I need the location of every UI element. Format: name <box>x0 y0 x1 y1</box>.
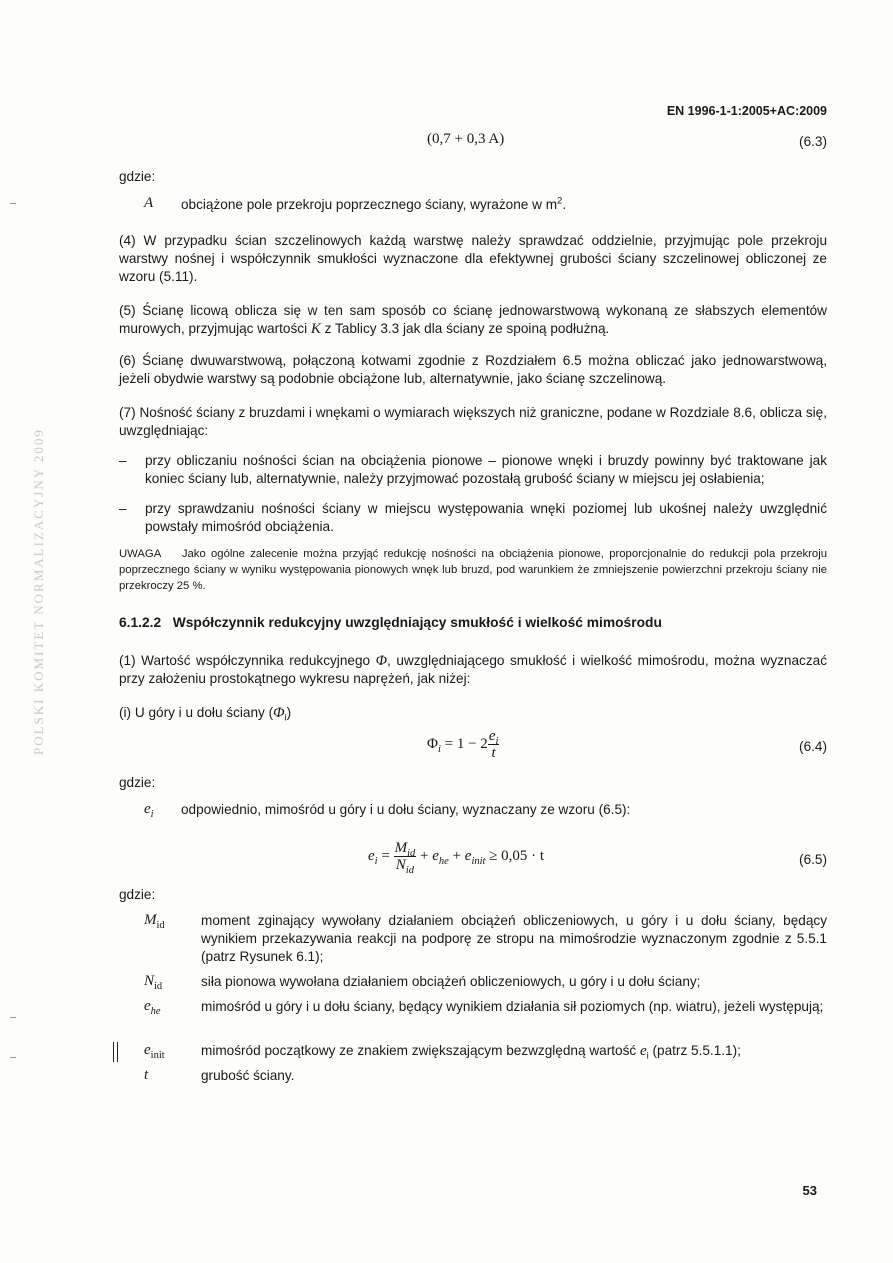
subscript: id <box>156 920 165 931</box>
note-uwaga: UWAGA Jako ogólne zalecenie można przyjąć redukcję nośności na obciążenia pionowe, proporcjonalnie do redukcji pola przekroju poprzecznego ściany w wyniku występowania pionowych wnęk lub bruzd, pod warunkiem że zmniejszenie powierzchni przekroju ściany nie przekroczy 25 %. <box>119 548 831 592</box>
subscript: i <box>495 736 499 747</box>
symbol: e <box>432 847 439 864</box>
subscript: init <box>150 1050 165 1061</box>
equation-expression: (0,7 + 0,3 A) <box>427 131 505 147</box>
bullet-item: przy obliczaniu nośności ścian na obciążenia pionowe – pionowe wnęki i bruzdy powinny być traktowane jak koniec ściany lub, alternatywnie, należy przyjmować pozostałą grubość ściany w miejscu jej osłabienia; <box>145 453 827 486</box>
symbol-einit <box>144 1041 165 1059</box>
paragraph-4: (4) W przypadku ścian szczelinowych każdą warstwę należy sprawdzać oddzielnie, przyjmując pole przekroju warstwy nośnej i współczynnik smukłości wyznaczone dla efektywnej grubości ściany szczelinowej obliczonej ze wzoru (5.11). <box>119 233 827 284</box>
text: (i) U góry i u dołu ściany ( <box>119 705 274 720</box>
num-symbol: e <box>488 728 496 744</box>
definition-text: obciążone pole przekroju poprzecznego ściany, wyrażone w m <box>181 197 558 212</box>
bullet-dash: – <box>119 453 127 468</box>
symbol: e <box>144 1042 151 1058</box>
paragraph-6: (6) Ścianę dwuwarstwową, połączoną kotwami zgodnie z Rozdziałem 6.5 można obliczać jako jednowarstwową, jeżeli obydwie warstwy są podobnie obciążone lub, alternatywnie, jako ścianę szczelinową. <box>119 353 827 386</box>
den-symbol: N <box>395 857 406 873</box>
subscript: i <box>284 712 287 724</box>
definition-nid: siła pionowa wywołana działaniem obciążeń obliczeniowych, u góry i u dołu ściany; <box>201 974 701 989</box>
definition-ei: odpowiednio, mimośród u góry i u dołu ściany, wyznaczany ze wzoru (6.5): <box>181 802 631 817</box>
denominator <box>394 857 417 876</box>
symbol-t: t <box>144 1067 149 1083</box>
symbol: e <box>144 801 151 817</box>
definition-A <box>181 196 807 214</box>
definition-einit <box>201 1042 827 1060</box>
change-bar <box>113 1042 118 1062</box>
text: z Tablicy 3.3 jak dla ściany ze spoiną podłużną. <box>320 321 610 336</box>
subscript: i <box>374 855 378 867</box>
denominator: t <box>491 745 496 761</box>
numerator <box>488 728 500 745</box>
symbol-K: K <box>310 321 321 337</box>
definition-ehe: mimośród u góry i u dołu ściany, będący wynikiem działania sił poziomych (np. wiatru), jeżeli występują; <box>201 999 824 1014</box>
subscript: init <box>471 855 486 867</box>
item-i <box>119 704 291 722</box>
num-symbol: M <box>394 840 408 856</box>
symbol-phi: Φ <box>273 705 285 721</box>
subscript: id <box>407 848 416 859</box>
definition-tail: . <box>562 197 567 212</box>
symbol: N <box>144 973 155 989</box>
symbol: M <box>144 912 157 928</box>
subscript: id <box>405 865 414 876</box>
section-heading <box>119 614 662 632</box>
symbol-mid <box>144 911 165 929</box>
text: (1) Wartość współczynnika redukcyjnego <box>119 653 376 668</box>
numerator <box>394 840 417 857</box>
margin-mark <box>10 203 16 204</box>
text: (patrz 5.5.1.1); <box>648 1043 741 1058</box>
page-number: 53 <box>802 1183 817 1198</box>
text: , uwzględniającego smukłość i wielkość mimośrodu, można wyznaczać przy założeniu prostokątnego wykresu naprężeń, jak niżej: <box>119 653 827 686</box>
bullet-dash: – <box>119 501 127 516</box>
symbol: e <box>368 847 375 864</box>
symbol-A: A <box>144 195 154 211</box>
watermark: POLSKI KOMITET NORMALIZACYJNY 2009 <box>31 428 46 755</box>
definition-t: grubość ściany. <box>201 1068 295 1083</box>
subscript: id <box>154 981 163 992</box>
symbol-nid <box>144 972 162 990</box>
equation-number-6-4: (6.4) <box>799 739 827 754</box>
paragraph-1 <box>119 652 827 688</box>
fraction <box>394 840 417 876</box>
section-number: 6.1.2.2 <box>119 615 162 630</box>
symbol-ei <box>144 800 154 818</box>
operator: = 1 − 2 <box>440 735 488 752</box>
text: (5) Ścianę licową oblicza się w ten sam sposób co ścianę jednowarstwową wykonaną ze słabszych elementów murowych, przyjmując wartości <box>119 303 827 336</box>
paragraph-5 <box>119 302 827 338</box>
superscript: 2 <box>557 195 563 207</box>
fraction <box>488 728 500 761</box>
standard-code-header: EN 1996-1-1:2005+AC:2009 <box>666 104 827 118</box>
subscript: i <box>646 1050 649 1062</box>
symbol-phi: Φ <box>427 735 438 752</box>
subscript: i <box>150 809 154 820</box>
margin-mark <box>10 1057 16 1058</box>
bullet-item: przy sprawdzaniu nośności ściany w miejscu występowania wnęki poziomej lub ukośnej należy uwzględnić powstały mimośród obciążenia. <box>145 501 827 534</box>
text: mimośród początkowy ze znakiem zwiększającym bezwzględną wartość <box>201 1043 640 1058</box>
symbol: e <box>639 1043 647 1059</box>
equation-6-5: $e_i$ = $\frac{M_{id}}{N_{id}}$ + $e_{he} + e_{init} \ge 0,05 \cdot t$ <box>368 840 545 876</box>
definition-mid: moment zginający wywołany działaniem obciążeń obliczeniowych, u góry i u dołu ściany, będący wynikiem przekazywania reakcji na podporę ze stropu na mimośrodzie wyznaczonym zgodnie z 5.5.1 (patrz Rysunek 6.1); <box>201 913 827 964</box>
subscript: he <box>150 1006 161 1017</box>
text: ) <box>286 705 292 720</box>
paragraph-7: (7) Nośność ściany z bruzdami i wnękami o wymiarach większych niż graniczne, podane w Rozdziale 8.6, oblicza się, uwzględniając: <box>119 405 827 438</box>
equation-number-6-5: (6.5) <box>799 852 827 867</box>
margin-mark <box>10 1017 16 1018</box>
inequality: ≥ 0,05 · t <box>489 847 545 864</box>
where-label: gdzie: <box>119 887 156 902</box>
section-title: Współczynnik redukcyjny uwzględniający smukłość i wielkość mimośrodu <box>172 615 662 630</box>
symbol-phi: Φ <box>375 653 388 669</box>
symbol: e <box>144 998 151 1014</box>
symbol: e <box>464 847 472 864</box>
where-label: gdzie: <box>119 775 156 790</box>
subscript: he <box>438 855 449 867</box>
equation-6-4 <box>427 728 499 761</box>
equation-number-6-3: (6.3) <box>799 134 827 149</box>
subscript: i <box>437 743 441 755</box>
equation-6-3 <box>427 130 504 148</box>
symbol-ehe <box>144 997 161 1015</box>
where-label: gdzie: <box>119 169 156 184</box>
